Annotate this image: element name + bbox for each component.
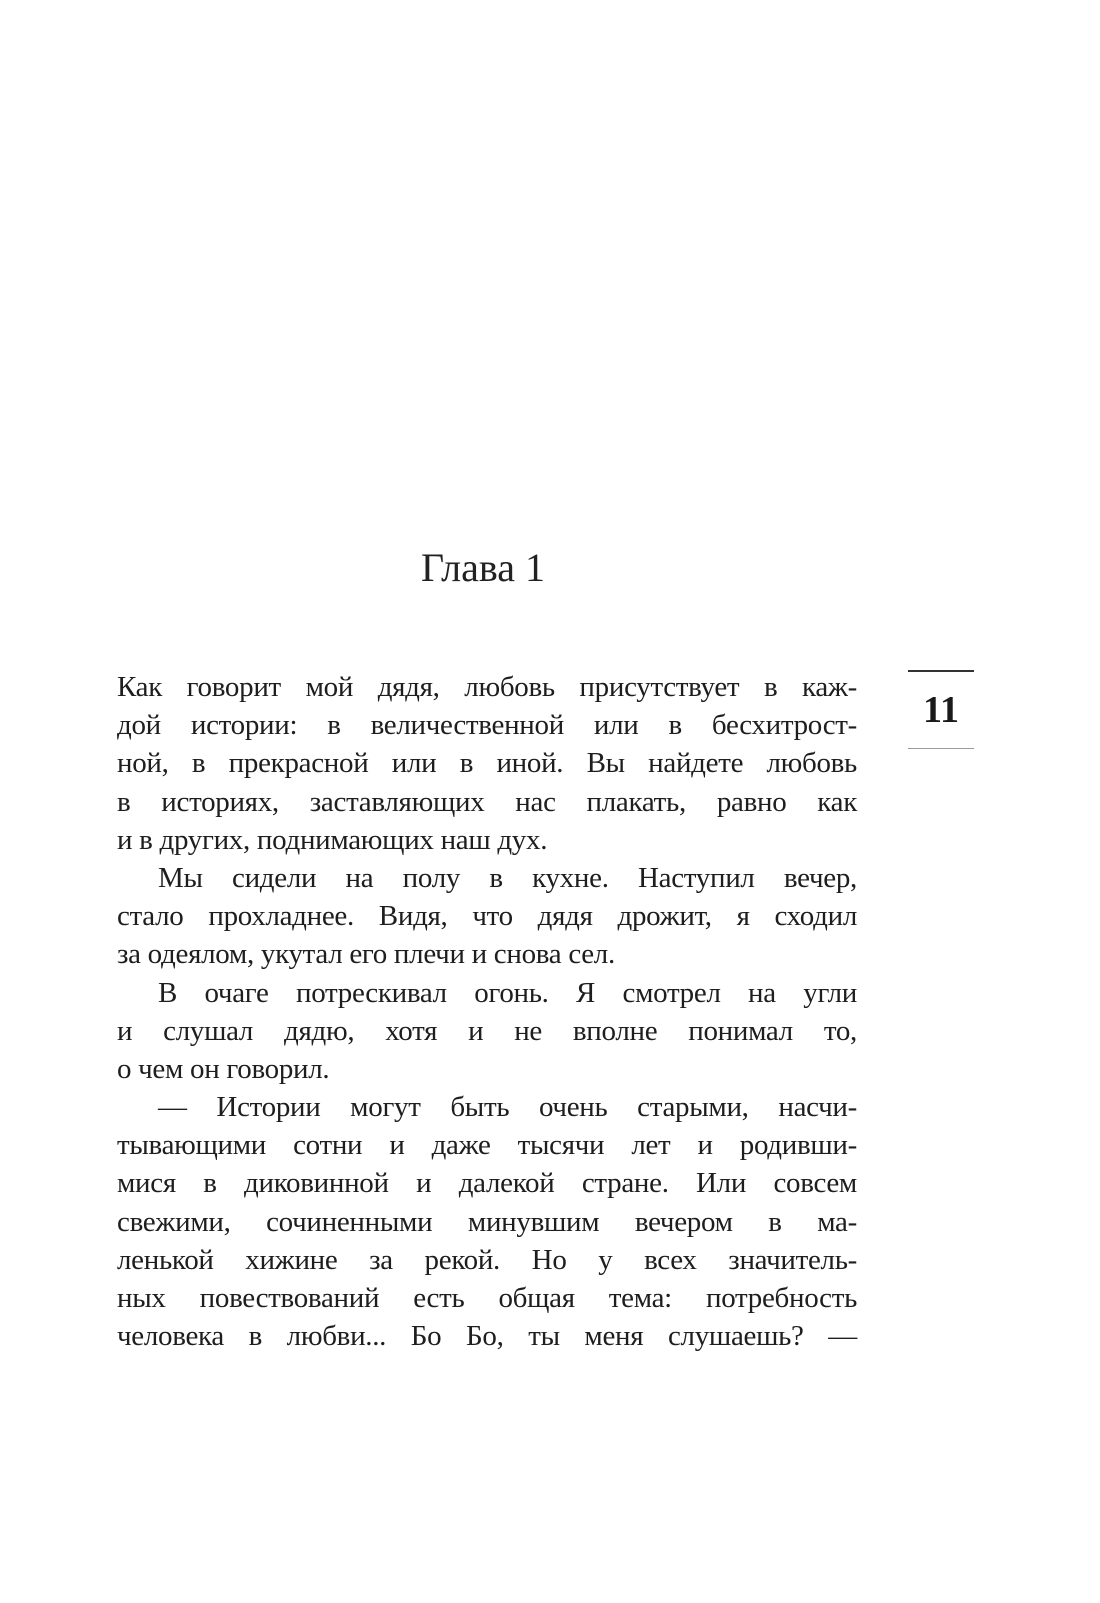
text-line: и в других, поднимающих наш дух. [117,823,548,856]
text-line: человека в любви... Бо Бо, ты меня слушаешь? — [117,1320,857,1353]
body-text [117,668,857,1355]
text-line: ленькой хижине за рекой. Но у всех значитель- [117,1243,857,1276]
text-line: мися в диковинной и далекой стране. Или совсем [117,1167,857,1200]
bottom-rule [908,748,974,749]
text-line: за одеялом, укутал его плечи и снова сел. [117,938,615,971]
text-line: тывающими сотни и даже тысячи лет и родивши- [117,1129,857,1162]
text-line: — Истории могут быть очень старыми, насчи- [158,1091,857,1124]
chapter-title: Глава 1 [421,545,545,590]
text-line: В очаге потрескивал огонь. Я смотрел на угли [158,976,857,1009]
text-line: Как говорит мой дядя, любовь присутствует в каж- [117,671,857,703]
page-number-block [908,670,974,749]
text-line: в историях, заставляющих нас плакать, равно как [117,785,857,818]
page-number: 11 [923,689,959,731]
text-line: стало прохладнее. Видя, что дядя дрожит, я сходил [117,900,857,933]
text-line: о чем он говорил. [117,1052,330,1085]
text-line: ных повествований есть общая тема: потребность [117,1282,857,1314]
text-line: дой истории: в величественной или в бесхитрост- [117,709,857,742]
text-line: свежими, сочиненными минувшим вечером в ма- [117,1205,857,1238]
text-line: ной, в прекрасной или в иной. Вы найдете любовь [117,747,857,780]
text-line: Мы сидели на полу в кухне. Наступил вечер, [158,861,857,894]
text-line: и слушал дядю, хотя и не вполне понимал то, [117,1014,857,1047]
